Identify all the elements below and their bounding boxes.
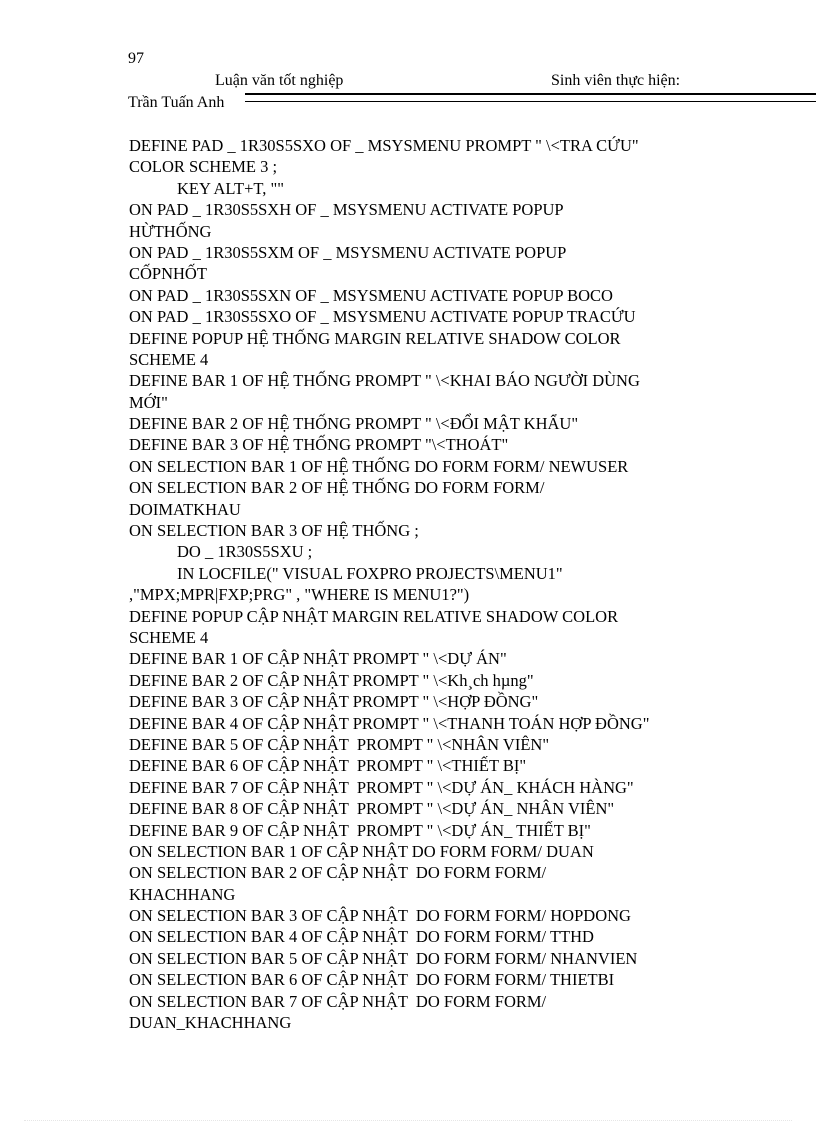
code-line: DEFINE BAR 7 OF CẬP NHẬT PROMPT " \<DỰ ÁN_ KHÁCH HÀNG" xyxy=(129,777,634,797)
code-line: ON SELECTION BAR 3 OF CẬP NHẬT DO FORM FORM/ HOPDONG xyxy=(129,906,631,926)
code-line: ON SELECTION BAR 6 OF CẬP NHẬT DO FORM FORM/ THIETBI xyxy=(129,970,615,990)
code-line: DO _ 1R30S5SXU ; xyxy=(177,542,313,562)
code-line: DEFINE POPUP CẬP NHẬT MARGIN RELATIVE SHADOW COLOR xyxy=(129,606,619,626)
code-listing xyxy=(129,135,809,1033)
code-line: ON PAD _ 1R30S5SXN OF _ MSYSMENU ACTIVATE POPUP BOCO xyxy=(129,285,613,305)
code-line: ON SELECTION BAR 7 OF CẬP NHẬT DO FORM FORM/ xyxy=(129,991,547,1011)
code-line: DOIMATKHAU xyxy=(129,499,241,519)
code-line: DEFINE BAR 5 OF CẬP NHẬT PROMPT " \<NHÂN VIÊN" xyxy=(129,734,550,754)
header-thesis-title: Luận văn tốt nghiệp xyxy=(215,72,344,89)
code-line: DEFINE BAR 3 OF CẬP NHẬT PROMPT " \<HỢP ĐỒNG" xyxy=(129,692,539,712)
code-line: DEFINE PAD _ 1R30S5SXO OF _ MSYSMENU PROMPT " \<TRA CỨU" xyxy=(129,136,639,155)
code-line: ,"MPX;MPR|FXP;PRG" , "WHERE IS MENU1?") xyxy=(129,585,470,605)
code-line: ON SELECTION BAR 1 OF HỆ THỐNG DO FORM FORM/ NEWUSER xyxy=(129,456,629,476)
code-line: ON SELECTION BAR 4 OF CẬP NHẬT DO FORM FORM/ TTHD xyxy=(129,927,594,947)
code-line: DEFINE BAR 9 OF CẬP NHẬT PROMPT " \<DỰ ÁN_ THIẾT BỊ" xyxy=(129,820,591,840)
code-line: DUAN_KHACHHANG xyxy=(129,1013,292,1033)
code-line: DEFINE BAR 3 OF HỆ THỐNG PROMPT "\<THOÁT" xyxy=(129,435,509,455)
page-number: 97 xyxy=(128,50,144,67)
code-line: ON PAD _ 1R30S5SXM OF _ MSYSMENU ACTIVATE POPUP xyxy=(129,242,567,262)
author-name: Trần Tuấn Anh xyxy=(128,94,225,111)
code-line: HỪTHỐNG xyxy=(129,221,212,241)
code-line: KEY ALT+T, "" xyxy=(177,178,284,198)
code-line: MỚI" xyxy=(129,392,168,412)
code-line: ON SELECTION BAR 5 OF CẬP NHẬT DO FORM FORM/ NHANVIEN xyxy=(129,948,638,968)
code-line: KHACHHANG xyxy=(129,884,236,904)
code-line: SCHEME 4 xyxy=(129,349,209,369)
code-line: SCHEME 4 xyxy=(129,627,209,647)
code-line: DEFINE BAR 1 OF CẬP NHẬT PROMPT " \<DỰ ÁN" xyxy=(129,649,507,669)
code-line: DEFINE BAR 8 OF CẬP NHẬT PROMPT " \<DỰ ÁN_ NHÂN VIÊN" xyxy=(129,799,615,819)
code-line: DEFINE BAR 6 OF CẬP NHẬT PROMPT " \<THIẾT BỊ" xyxy=(129,756,527,776)
code-line: ON SELECTION BAR 1 OF CẬP NHẬT DO FORM FORM/ DUAN xyxy=(129,841,594,861)
header-double-rule xyxy=(245,93,816,102)
code-line: ON SELECTION BAR 2 OF CẬP NHẬT DO FORM FORM/ xyxy=(129,863,547,883)
code-line: DEFINE BAR 2 OF CẬP NHẬT PROMPT " \<Kh¸ch hµng" xyxy=(129,670,534,690)
page-bottom-divider xyxy=(24,1120,792,1121)
code-line: DEFINE BAR 1 OF HỆ THỐNG PROMPT " \<KHAI BÁO NGƯỜI DÙNG xyxy=(129,371,640,391)
code-line: CỐPNHỐT xyxy=(129,264,207,284)
code-line: ON SELECTION BAR 2 OF HỆ THỐNG DO FORM FORM/ xyxy=(129,478,545,498)
header-student-label: Sinh viên thực hiện: xyxy=(551,72,681,89)
code-line: DEFINE POPUP HỆ THỐNG MARGIN RELATIVE SHADOW COLOR xyxy=(129,328,621,348)
code-line: DEFINE BAR 2 OF HỆ THỐNG PROMPT " \<ĐỔI MẬT KHẨU" xyxy=(129,414,579,434)
code-line: COLOR SCHEME 3 ; xyxy=(129,157,278,177)
code-line: IN LOCFILE(" VISUAL FOXPRO PROJECTS\MENU1" xyxy=(177,563,563,583)
code-line: ON SELECTION BAR 3 OF HỆ THỐNG ; xyxy=(129,521,419,541)
code-line: ON PAD _ 1R30S5SXO OF _ MSYSMENU ACTIVATE POPUP TRACỨU xyxy=(129,307,636,327)
code-line: DEFINE BAR 4 OF CẬP NHẬT PROMPT " \<THANH TOÁN HỢP ĐỒNG" xyxy=(129,713,650,733)
code-line: ON PAD _ 1R30S5SXH OF _ MSYSMENU ACTIVATE POPUP xyxy=(129,200,564,220)
